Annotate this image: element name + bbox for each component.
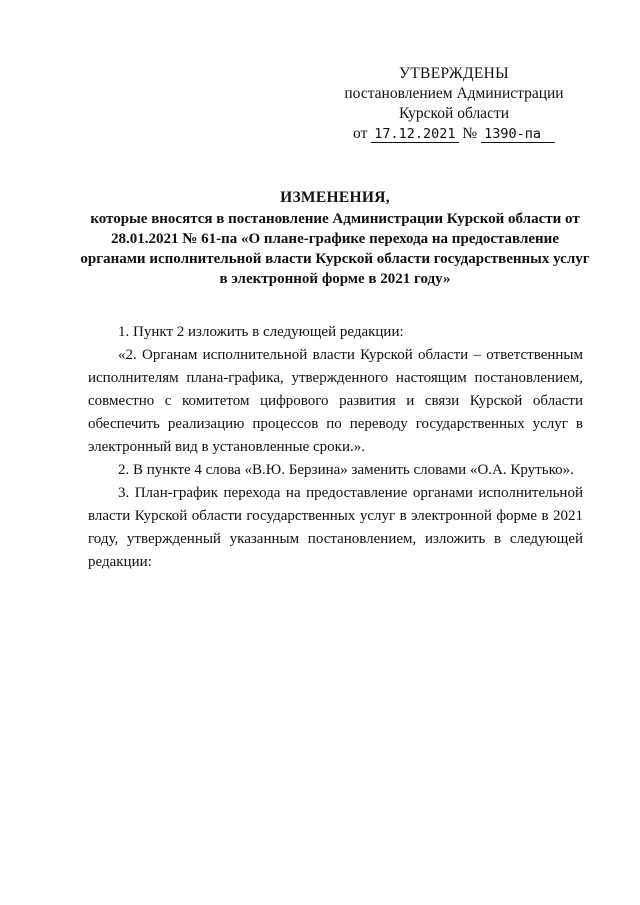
heading-subtitle: которые вносятся в постановление Администрации Курской области от 28.01.2021 № 61-па «О плане-графике перехода на предоставление органами исполнительной власти Курской области государственных услуг в электронной форме в 2021 году» [80,211,590,287]
paragraph-4: 3. План-график перехода на предоставление органами исполнительной власти Курской области государственных услуг в электронной форме в 2021 году, утвержденный указанным постановлением, изложить в следующей редакции: [88,485,583,570]
approval-number: 1390-па [481,126,555,143]
approval-block [324,64,584,144]
document-body [88,321,583,574]
paragraph-1: 1. Пункт 2 изложить в следующей редакции: [118,324,404,340]
date-prefix: от [353,125,368,142]
number-prefix: № [462,125,478,142]
approval-line-2: Курской области [398,105,510,122]
approval-date: 17.12.2021 [371,126,458,143]
heading-title: ИЗМЕНЕНИЯ, [280,189,390,206]
document-heading [80,188,590,289]
paragraph-3: 2. В пункте 4 слова «В.Ю. Берзина» заменить словами «О.А. Крутько». [118,462,574,478]
approval-date-line [353,124,555,144]
paragraph-2: «2. Органам исполнительной власти Курской области – ответственным исполнителям плана-графика, утвержденного настоящим постановлением, совместно с комитетом цифрового развития и связи Курской области обеспечить реализацию процессов по переводу государственных услуг в электронный вид в установленные сроки.». [88,347,583,455]
approval-line-1: постановлением Администрации [344,85,564,102]
approval-title: УТВЕРЖДЕНЫ [399,65,509,82]
